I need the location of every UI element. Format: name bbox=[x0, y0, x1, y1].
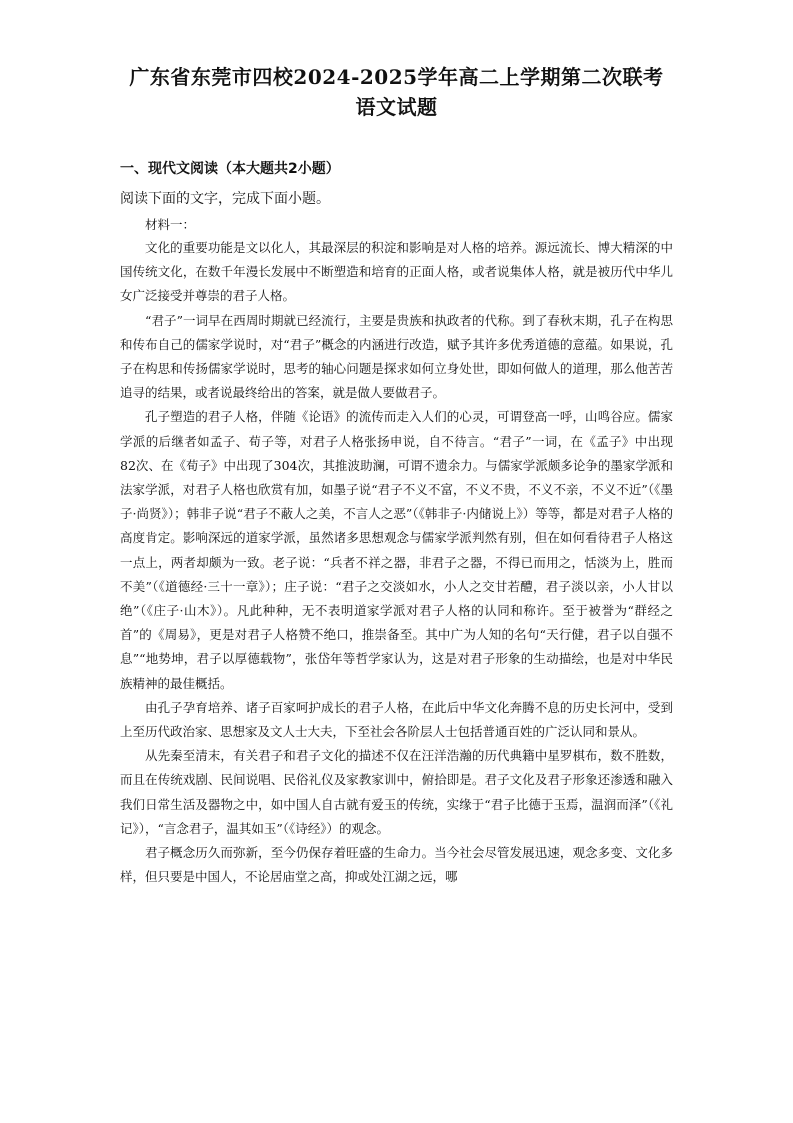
paragraph: 由孔子孕育培养、诸子百家呵护成长的君子人格，在此后中华文化奔腾不息的历史长河中，受到上至历代政治家、思想家及文人士大夫，下至社会各阶层人士包括普通百姓的广泛认同和景从。 bbox=[120, 699, 673, 740]
title-line-1: 广东省东莞市四校2024-2025学年高二上学期第二次联考 bbox=[129, 65, 664, 89]
material-body bbox=[120, 236, 673, 889]
paragraph: 从先秦至清末，有关君子和君子文化的描述不仅在汪洋浩瀚的历代典籍中星罗棋布，数不胜数，而且在传统戏剧、民间说唱、民俗礼仪及家教家训中，俯拾即是。君子文化及君子形象还渗透和融入我们日常生活及器物之中，如中国人自古就有爱玉的传统，实缘于“君子比德于玉焉，温润而泽”（《礼记》），“言念君子，温其如玉”（《诗经》）的观念。 bbox=[120, 748, 673, 836]
section-heading: 一、现代文阅读（本大题共2小题） bbox=[120, 161, 340, 177]
title-line-2: 语文试题 bbox=[355, 95, 438, 119]
reading-instruction: 阅读下面的文字，完成下面小题。 bbox=[120, 191, 330, 207]
paragraph: 君子概念历久而弥新，至今仍保存着旺盛的生命力。当今社会尽管发展迅速，观念多变、文化多样，但只要是中国人，不论居庙堂之高，抑或处江湖之远，哪 bbox=[120, 845, 673, 885]
paragraph: 文化的重要功能是文以化人，其最深层的积淀和影响是对人格的培养。源远流长、博大精深的中国传统文化，在数千年漫长发展中不断塑造和培育的正面人格，或者说集体人格，就是被历代中华儿女广泛接受并尊崇的君子人格。 bbox=[120, 240, 673, 304]
paragraph: 孔子塑造的君子人格，伴随《论语》的流传而走入人们的心灵，可谓登高一呼，山鸣谷应。儒家学派的后继者如孟子、荀子等，对君子人格张扬申说，自不待言。“君子”一词，在《孟子》中出现82次、在《荀子》中出现了304次，其推波助澜，可谓不遗余力。与儒家学派颇多论争的墨家学派和法家学派，对君子人格也欣赏有加，如墨子说“君子不义不富，不义不贵，不义不亲，不义不近”（《墨子·尚贤》）；韩非子说“君子不蔽人之美，不言人之恶”（《韩非子·内储说上》）等等，都是对君子人格的高度肯定。影响深远的道家学派，虽然诸多思想观念与儒家学派判然有别，但在如何看待君子人格这一点上，两者却颇为一致。老子说：“兵者不祥之器，非君子之器，不得已而用之，恬淡为上，胜而不美”（《道德经·三十一章》）；庄子说：“君子之交淡如水，小人之交甘若醴，君子淡以亲，小人甘以绝”（《庄子·山木》）。凡此种种，无不表明道家学派对君子人格的认同和称许。至于被誉为“群经之首”的《周易》，更是对君子人格赞不绝口，推崇备至。其中广为人知的名句“天行健，君子以自强不息”“地势坤，君子以厚德载物”，张岱年等哲学家认为，这是对君子形象的生动描绘，也是对中华民族精神的最佳概括。 bbox=[120, 409, 673, 691]
material-label: 材料一： bbox=[145, 217, 196, 232]
paragraph: “君子”一词早在西周时期就已经流行，主要是贵族和执政者的代称。到了春秋末期，孔子在构思和传布自己的儒家学说时，对“君子”概念的内涵进行改造，赋予其许多优秀道德的意蕴。如果说，孔子在构思和传扬儒家学说时，思考的轴心问题是探求如何立身处世，即如何做人的道理，那么他苦苦追寻的结果，或者说最终给出的答案，就是做人要做君子。 bbox=[120, 312, 673, 401]
document-title bbox=[120, 62, 673, 122]
